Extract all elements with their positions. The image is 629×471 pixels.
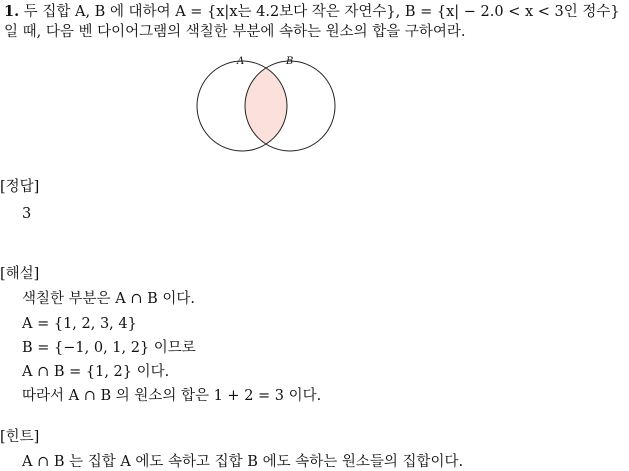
set-b-label: B <box>286 56 294 67</box>
problem-statement-line-1 <box>4 3 620 21</box>
explanation-line-5: 따라서 A ∩ B 의 원소의 합은 1 + 2 = 3 이다. <box>22 388 322 404</box>
explanation-heading: [해설] <box>0 266 40 282</box>
venn-diagram <box>190 52 350 152</box>
problem-statement-line-2: 일 때, 다음 벤 다이어그램의 색칠한 부분에 속하는 원소의 합을 구하여라. <box>4 24 466 40</box>
hint-text: A ∩ B 는 집합 A 에도 속하고 집합 B 에도 속하는 원소들의 집합이다. <box>22 454 464 470</box>
answer-heading: [정답] <box>0 179 40 195</box>
explanation-line-1: 색칠한 부분은 A ∩ B 이다. <box>22 291 195 307</box>
explanation-line-4: A ∩ B = {1, 2} 이다. <box>22 364 170 380</box>
hint-heading: [힌트] <box>0 429 40 445</box>
explanation-line-2: A = {1, 2, 3, 4} <box>22 316 137 332</box>
problem-text-1: 두 집합 A, B 에 대하여 A = {x|x는 4.2보다 작은 자연수}, B = {x| − 2.0 < x < 3인 정수} <box>23 4 620 20</box>
answer-value: 3 <box>22 206 32 222</box>
problem-number: 1. <box>4 3 20 20</box>
explanation-line-3: B = {−1, 0, 1, 2} 이므로 <box>22 340 196 356</box>
set-a-label: A <box>237 56 245 67</box>
